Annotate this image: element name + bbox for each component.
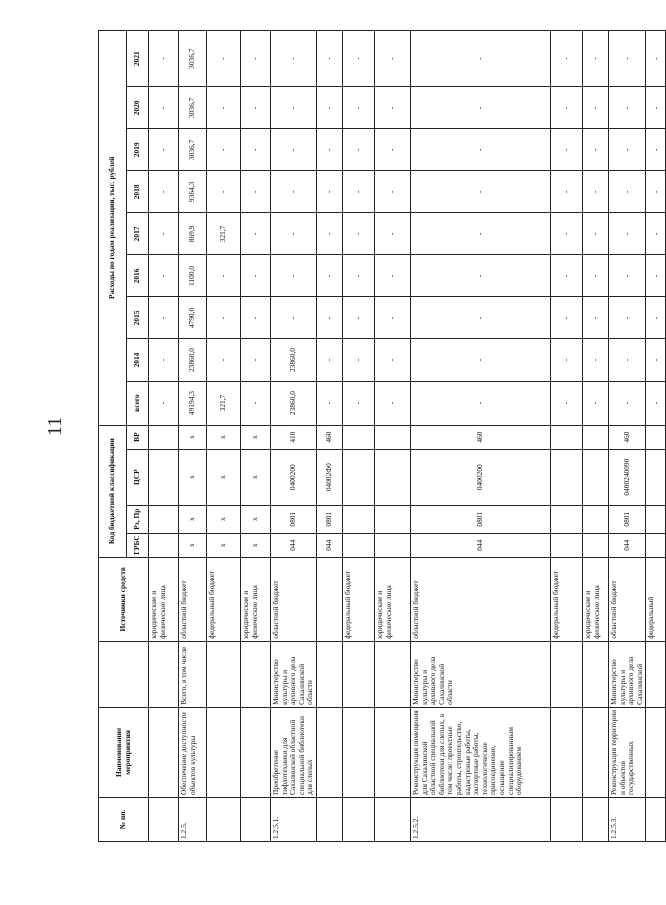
cell-y2014: 23860,0 <box>179 339 207 381</box>
cell-y2015: - <box>582 297 608 339</box>
cell-total: - <box>646 381 666 425</box>
cell-y2015: - <box>608 297 645 339</box>
cell-y2020: - <box>374 87 410 129</box>
cell-y2021: - <box>316 31 342 87</box>
table-row <box>410 31 550 842</box>
cell-vr: х <box>207 425 241 449</box>
cell-y2019: - <box>241 129 271 171</box>
cell-source: федеральный <box>646 557 666 641</box>
cell-csr <box>550 449 582 505</box>
cell-y2017: 869,9 <box>179 213 207 255</box>
cell-name: Обеспечение доступности объектов культуры <box>179 707 207 797</box>
cell-name <box>149 707 179 797</box>
cell-y2019: - <box>149 129 179 171</box>
cell-name <box>207 707 241 797</box>
cell-vr <box>342 425 374 449</box>
cell-rzpr: 0801 <box>271 505 317 533</box>
cell-executor <box>342 641 374 707</box>
cell-y2019: - <box>646 129 666 171</box>
cell-y2020: - <box>608 87 645 129</box>
cell-y2016: - <box>582 255 608 297</box>
cell-rzpr: х <box>241 505 271 533</box>
cell-y2014: 23860,0 <box>271 339 317 381</box>
cell-no: 1.2.5.2. <box>410 797 550 841</box>
cell-total: - <box>550 381 582 425</box>
cell-source: областной бюджет <box>179 557 207 641</box>
cell-rzpr: х <box>207 505 241 533</box>
cell-y2018: - <box>550 171 582 213</box>
cell-executor <box>149 641 179 707</box>
cell-y2019: - <box>582 129 608 171</box>
cell-source: областной бюджет <box>608 557 645 641</box>
cell-total: - <box>374 381 410 425</box>
cell-executor <box>241 641 271 707</box>
cell-rzpr <box>149 505 179 533</box>
cell-vr <box>149 425 179 449</box>
cell-source: юридические и физические лица <box>241 557 271 641</box>
cell-y2016: - <box>271 255 317 297</box>
table-row <box>149 31 179 842</box>
cell-y2020: - <box>207 87 241 129</box>
table-row <box>550 31 582 842</box>
cell-y2017: - <box>342 213 374 255</box>
cell-no <box>582 797 608 841</box>
cell-y2019: - <box>550 129 582 171</box>
cell-y2015: - <box>271 297 317 339</box>
cell-y2020: - <box>342 87 374 129</box>
cell-y2021: - <box>207 31 241 87</box>
cell-rzpr: 0801 <box>608 505 645 533</box>
cell-source: федеральный бюджет <box>342 557 374 641</box>
cell-y2015: - <box>241 297 271 339</box>
cell-executor <box>207 641 241 707</box>
cell-y2020: - <box>582 87 608 129</box>
cell-rzpr <box>646 505 666 533</box>
cell-total: - <box>149 381 179 425</box>
header-total: всего <box>127 381 149 425</box>
page-number: 11 <box>44 416 66 436</box>
cell-y2017: - <box>149 213 179 255</box>
cell-source: юридические и физические лица <box>374 557 410 641</box>
cell-y2019: - <box>342 129 374 171</box>
table-row <box>316 31 342 842</box>
budget-table-container <box>98 30 660 842</box>
cell-total: - <box>316 381 342 425</box>
cell-y2017: - <box>410 213 550 255</box>
cell-y2019: - <box>271 129 317 171</box>
cell-total: - <box>241 381 271 425</box>
header-2017: 2017 <box>127 213 149 255</box>
cell-y2020: 3036,7 <box>179 87 207 129</box>
cell-rzpr: 0801 <box>410 505 550 533</box>
table-row <box>582 31 608 842</box>
cell-source: юридические и физические лица <box>149 557 179 641</box>
cell-y2017: - <box>646 213 666 255</box>
cell-y2014: - <box>374 339 410 381</box>
cell-y2014: - <box>608 339 645 381</box>
cell-y2015: - <box>316 297 342 339</box>
cell-y2017: - <box>271 213 317 255</box>
cell-total: - <box>608 381 645 425</box>
cell-total: 49194,3 <box>179 381 207 425</box>
cell-y2016: - <box>550 255 582 297</box>
cell-y2021: - <box>550 31 582 87</box>
cell-y2016: - <box>207 255 241 297</box>
cell-grbs: 044 <box>608 533 645 557</box>
cell-vr <box>582 425 608 449</box>
cell-grbs: 044 <box>410 533 550 557</box>
cell-grbs <box>646 533 666 557</box>
header-executor <box>99 641 149 707</box>
header-2015: 2015 <box>127 297 149 339</box>
cell-total: - <box>410 381 550 425</box>
cell-y2019: - <box>316 129 342 171</box>
cell-vr <box>550 425 582 449</box>
cell-y2015: - <box>646 297 666 339</box>
cell-grbs <box>550 533 582 557</box>
cell-y2020: - <box>241 87 271 129</box>
cell-csr <box>374 449 410 505</box>
cell-vr: 410 <box>271 425 317 449</box>
cell-y2021: - <box>646 31 666 87</box>
cell-csr <box>646 449 666 505</box>
cell-name: Реконструкция территории и объектов государственных <box>608 707 645 797</box>
cell-total: 321,7 <box>207 381 241 425</box>
cell-y2017: - <box>241 213 271 255</box>
cell-name <box>316 707 342 797</box>
cell-rzpr <box>374 505 410 533</box>
cell-y2014: - <box>550 339 582 381</box>
cell-y2014: - <box>342 339 374 381</box>
cell-no <box>550 797 582 841</box>
cell-y2018: 9364,3 <box>179 171 207 213</box>
cell-y2018: - <box>271 171 317 213</box>
cell-executor: Всего, в том числе <box>179 641 207 707</box>
cell-no <box>646 797 666 841</box>
cell-y2019: - <box>410 129 550 171</box>
table-row <box>207 31 241 842</box>
table-body <box>149 31 666 842</box>
cell-name <box>342 707 374 797</box>
cell-no <box>342 797 374 841</box>
cell-y2016: - <box>410 255 550 297</box>
cell-y2017: - <box>608 213 645 255</box>
cell-no <box>241 797 271 841</box>
header-csr: ЦСР <box>127 449 149 505</box>
cell-source <box>316 557 342 641</box>
cell-vr: 460 <box>410 425 550 449</box>
cell-no <box>207 797 241 841</box>
header-source: Источники средств <box>99 557 149 641</box>
cell-y2015: - <box>374 297 410 339</box>
cell-csr <box>342 449 374 505</box>
cell-grbs: х <box>241 533 271 557</box>
cell-source: федеральный бюджет <box>207 557 241 641</box>
cell-y2021: - <box>410 31 550 87</box>
cell-rzpr <box>582 505 608 533</box>
cell-rzpr <box>342 505 374 533</box>
cell-name <box>646 707 666 797</box>
cell-y2014: - <box>582 339 608 381</box>
cell-total: - <box>342 381 374 425</box>
cell-csr: х <box>207 449 241 505</box>
cell-no: 1.2.5.1. <box>271 797 317 841</box>
cell-source: областной бюджет <box>271 557 317 641</box>
table-row <box>374 31 410 842</box>
cell-source: федеральный бюджет <box>550 557 582 641</box>
cell-source: областной бюджет <box>410 557 550 641</box>
cell-y2018: - <box>582 171 608 213</box>
cell-vr: х <box>241 425 271 449</box>
header-expenses: Расходы по годам реализации, тыс. рублей <box>99 31 127 426</box>
cell-no: 1.2.5. <box>179 797 207 841</box>
cell-grbs <box>582 533 608 557</box>
cell-y2021: - <box>271 31 317 87</box>
cell-y2016: - <box>149 255 179 297</box>
header-2016: 2016 <box>127 255 149 297</box>
cell-name <box>241 707 271 797</box>
cell-y2021: - <box>608 31 645 87</box>
cell-y2017: 321,7 <box>207 213 241 255</box>
cell-total: 23860,0 <box>271 381 317 425</box>
table-row <box>179 31 207 842</box>
cell-y2016: - <box>316 255 342 297</box>
cell-y2020: - <box>410 87 550 129</box>
cell-no <box>316 797 342 841</box>
cell-y2021: - <box>582 31 608 87</box>
cell-y2021: - <box>241 31 271 87</box>
cell-y2019: 3036,7 <box>179 129 207 171</box>
cell-y2014: - <box>241 339 271 381</box>
cell-vr <box>646 425 666 449</box>
header-2014: 2014 <box>127 339 149 381</box>
cell-vr: 460 <box>316 425 342 449</box>
cell-y2014: - <box>410 339 550 381</box>
cell-grbs <box>149 533 179 557</box>
cell-vr <box>374 425 410 449</box>
cell-csr: 04002Ф0 <box>316 449 342 505</box>
header-2020: 2020 <box>127 87 149 129</box>
cell-executor: Министерство культуры и архивного дела Сахалинской области <box>410 641 550 707</box>
cell-y2016: - <box>241 255 271 297</box>
cell-name <box>582 707 608 797</box>
cell-y2018: - <box>149 171 179 213</box>
cell-csr: х <box>179 449 207 505</box>
cell-y2014: - <box>149 339 179 381</box>
cell-y2018: - <box>241 171 271 213</box>
cell-y2015: - <box>342 297 374 339</box>
cell-executor <box>646 641 666 707</box>
cell-name <box>550 707 582 797</box>
cell-y2016: - <box>608 255 645 297</box>
cell-grbs: х <box>179 533 207 557</box>
budget-table <box>98 30 666 842</box>
header-vr: ВР <box>127 425 149 449</box>
cell-y2015: - <box>550 297 582 339</box>
cell-rzpr: 0801 <box>316 505 342 533</box>
cell-y2020: - <box>550 87 582 129</box>
cell-executor <box>582 641 608 707</box>
cell-rzpr <box>550 505 582 533</box>
cell-y2020: - <box>316 87 342 129</box>
header-rzpr: Рз, Пр <box>127 505 149 533</box>
cell-no <box>374 797 410 841</box>
cell-y2015: - <box>149 297 179 339</box>
header-grbs: ГРБС <box>127 533 149 557</box>
cell-source: юридические и физические лица <box>582 557 608 641</box>
cell-y2017: - <box>550 213 582 255</box>
cell-y2018: - <box>646 171 666 213</box>
cell-grbs: 044 <box>271 533 317 557</box>
cell-csr <box>582 449 608 505</box>
cell-y2021: 3036,7 <box>179 31 207 87</box>
cell-y2016: - <box>374 255 410 297</box>
cell-executor <box>374 641 410 707</box>
cell-y2018: - <box>207 171 241 213</box>
cell-y2015: 4790,0 <box>179 297 207 339</box>
cell-y2015: - <box>410 297 550 339</box>
cell-y2019: - <box>374 129 410 171</box>
cell-y2018: - <box>374 171 410 213</box>
header-no: № пп. <box>99 797 149 841</box>
cell-y2016: 1100,0 <box>179 255 207 297</box>
cell-name: Реконструкция помещения для Сахалинской областной специальной библиотеки для слепых, в том числе: проектные работы, строительство, кадастровые работы, экспертные работы, технологическое присоединение, оснащение специализированным оборудованием <box>410 707 550 797</box>
cell-y2016: - <box>646 255 666 297</box>
cell-no <box>149 797 179 841</box>
cell-y2021: - <box>342 31 374 87</box>
cell-vr: х <box>179 425 207 449</box>
cell-total: - <box>582 381 608 425</box>
cell-grbs <box>374 533 410 557</box>
cell-name: Приобретение тифлотехники для Сахалинской областной специальной библиотеки для слепых <box>271 707 317 797</box>
cell-y2021: - <box>374 31 410 87</box>
cell-no: 1.2.5.3. <box>608 797 645 841</box>
cell-grbs <box>342 533 374 557</box>
header-2021: 2021 <box>127 31 149 87</box>
cell-y2016: - <box>342 255 374 297</box>
cell-y2020: - <box>149 87 179 129</box>
table-row <box>271 31 317 842</box>
cell-grbs: х <box>207 533 241 557</box>
cell-y2018: - <box>316 171 342 213</box>
table-row <box>608 31 645 842</box>
cell-y2020: - <box>646 87 666 129</box>
cell-y2015: - <box>207 297 241 339</box>
cell-executor <box>316 641 342 707</box>
cell-y2017: - <box>316 213 342 255</box>
cell-y2014: - <box>316 339 342 381</box>
cell-executor: Министерство культуры и архивного дела Сахалинской <box>608 641 645 707</box>
table-row <box>241 31 271 842</box>
cell-y2014: - <box>646 339 666 381</box>
cell-y2020: - <box>271 87 317 129</box>
header-2019: 2019 <box>127 129 149 171</box>
cell-y2019: - <box>608 129 645 171</box>
table-row <box>646 31 666 842</box>
cell-rzpr: х <box>179 505 207 533</box>
header-name: Наименование мероприятия <box>99 707 149 797</box>
cell-y2018: - <box>410 171 550 213</box>
cell-csr: 0400200 <box>271 449 317 505</box>
cell-y2014: - <box>207 339 241 381</box>
cell-y2017: - <box>374 213 410 255</box>
cell-csr <box>149 449 179 505</box>
cell-csr: 0400200 <box>410 449 550 505</box>
cell-y2019: - <box>207 129 241 171</box>
cell-y2018: - <box>342 171 374 213</box>
table-row <box>342 31 374 842</box>
cell-executor <box>550 641 582 707</box>
cell-name <box>374 707 410 797</box>
cell-csr: х <box>241 449 271 505</box>
cell-vr: 460 <box>608 425 645 449</box>
cell-grbs: 044 <box>316 533 342 557</box>
cell-executor: Министерство культуры и архивного дела Сахалинской области <box>271 641 317 707</box>
cell-y2018: - <box>608 171 645 213</box>
header-2018: 2018 <box>127 171 149 213</box>
cell-y2021: - <box>149 31 179 87</box>
cell-csr: 0400240090 <box>608 449 645 505</box>
cell-y2017: - <box>582 213 608 255</box>
header-kbk: Код бюджетной классификации <box>99 425 127 557</box>
